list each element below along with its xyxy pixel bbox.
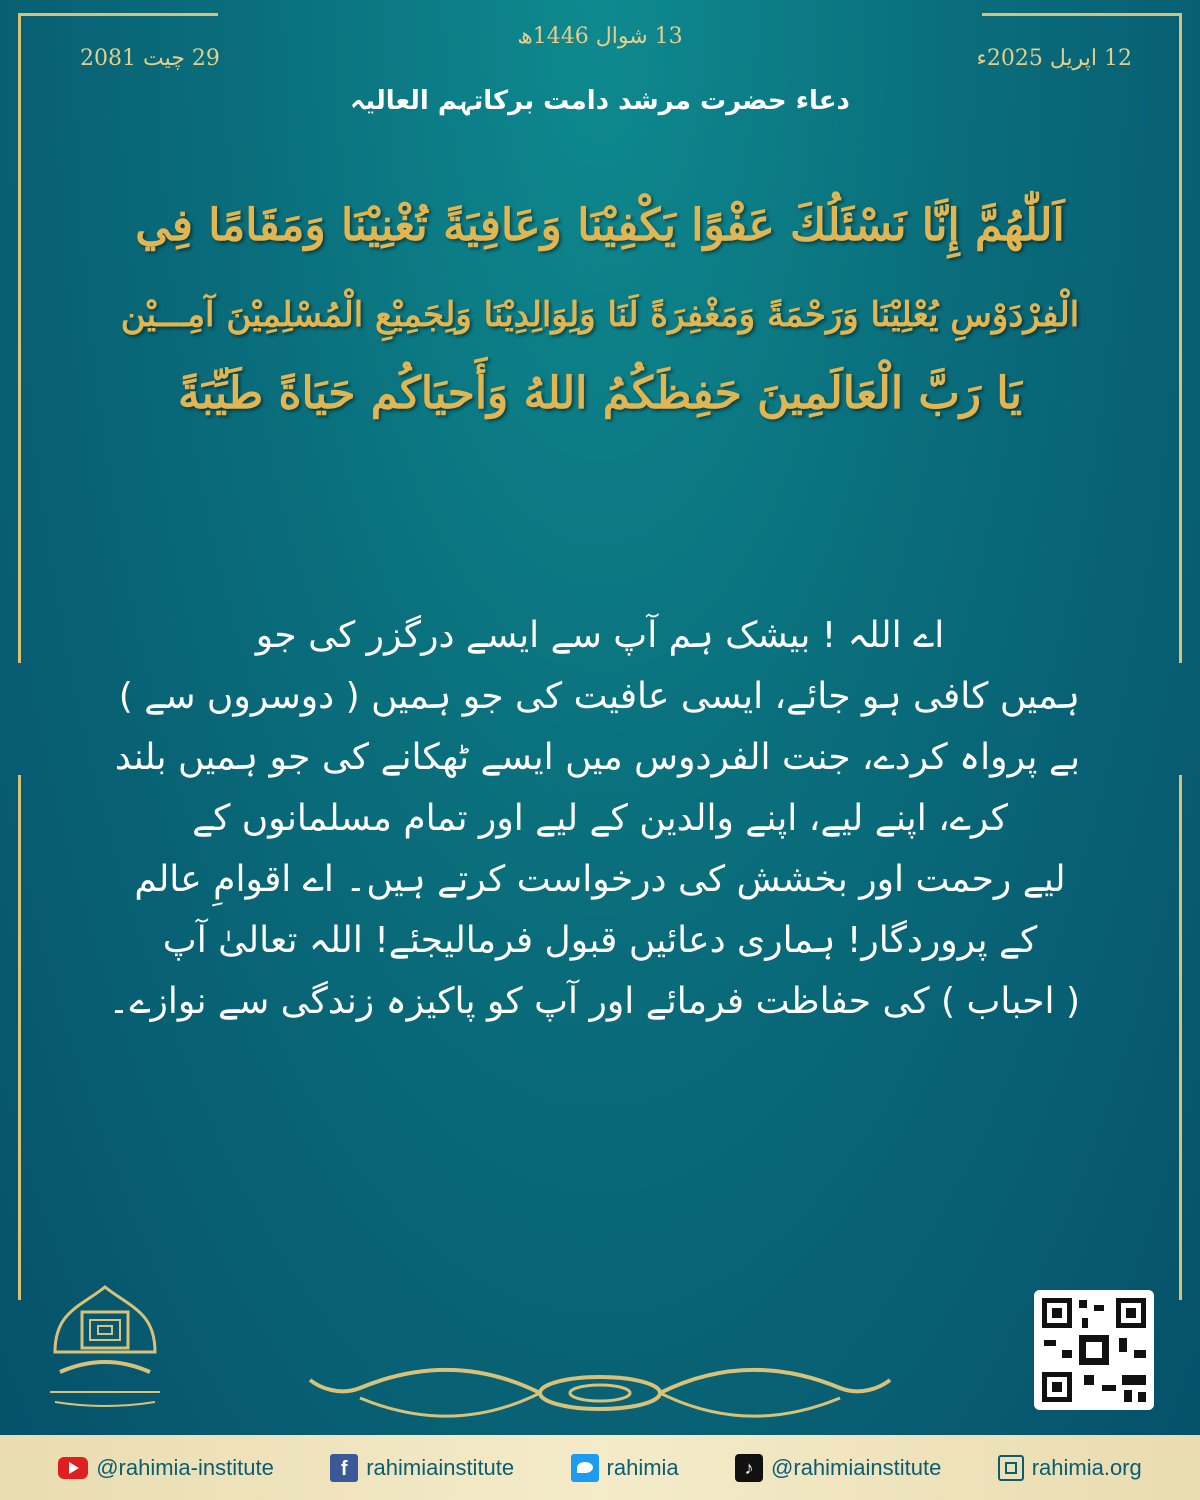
frame-left-bottom	[18, 775, 21, 1300]
frame-right-bottom	[1179, 775, 1182, 1300]
footer-youtube[interactable]	[58, 1455, 274, 1481]
footer-facebook[interactable]	[330, 1454, 514, 1482]
youtube-icon	[58, 1457, 88, 1479]
frame-top-right	[982, 13, 1182, 16]
page-subtitle: دعاء حضرت مرشد دامت برکاتہم العالیہ	[350, 86, 850, 116]
urdu-line: بے پرواہ کردے، جنت الفردوس میں ایسے ٹھکانے کی جو ہمیں بلند	[114, 737, 1080, 778]
tiktok-handle[interactable]: @rahimiainstitute	[771, 1454, 942, 1480]
footer-twitter[interactable]	[571, 1454, 679, 1482]
twitter-icon	[571, 1454, 599, 1482]
bikrami-date: 29 چیت 2081	[80, 46, 220, 71]
footer-bar	[0, 1435, 1200, 1500]
institute-logo	[40, 1282, 170, 1422]
gregorian-date: 12 اپریل 2025ء	[976, 46, 1132, 71]
urdu-translation	[108, 605, 1080, 1032]
urdu-line: لیے رحمت اور بخشش کی درخواست کرتے ہیں۔ اے اقوامِ عالم	[134, 859, 1066, 900]
arabic-dua-line-2: الْفِرْدَوْسِ يُعْلِيْنَا وَرَحْمَةً وَمَغْفِرَةً لَنَا وَلِوَالِدِيْنَا وَلِجَمِيْعِ الْمُسْلِمِيْنَ آمِـــيْن	[120, 295, 1080, 335]
urdu-line: اے اللہ ! بیشک ہم آپ سے ایسے درگزر کی جو	[255, 615, 945, 656]
website-link[interactable]: rahimia.org	[1031, 1454, 1142, 1480]
frame-top-left	[18, 13, 218, 16]
hijri-date: 13 شوال 1446ھ	[517, 24, 683, 49]
footer-tiktok[interactable]	[735, 1454, 941, 1482]
twitter-handle[interactable]: rahimia	[606, 1454, 679, 1480]
qr-code[interactable]	[1034, 1290, 1154, 1410]
footer-website[interactable]	[998, 1455, 1142, 1481]
urdu-line: ہمیں کافی ہو جائے، ایسی عافیت کی جو ہمیں ( دوسروں سے )	[118, 676, 1080, 717]
website-icon	[998, 1455, 1024, 1481]
arabic-dua-line-1: اَللّٰهُمَّ إِنَّا نَسْئَلُكَ عَفْوًا يَكْفِيْنَا وَعَافِيَةً تُغْنِيْنَا وَمَقَامًا فِي	[135, 200, 1065, 251]
ornament-divider	[300, 1358, 900, 1428]
arabic-dua-line-3: يَا رَبَّ الْعَالَمِينَ حَفِظَكُمُ اللهُ وَأَحيَاكُم حَيَاةً طَيِّبَةً	[177, 368, 1023, 419]
youtube-handle[interactable]: @rahimia-institute	[96, 1454, 274, 1480]
urdu-line: ( احباب ) کی حفاظت فرمائے اور آپ کو پاکیزہ زندگی سے نوازے۔	[108, 981, 1080, 1022]
urdu-line: کے پروردگار! ہماری دعائیں قبول فرمالیجئے! اللہ تعالیٰ آپ	[162, 920, 1038, 961]
facebook-handle[interactable]: rahimiainstitute	[366, 1454, 515, 1480]
urdu-line: کرے، اپنے لیے، اپنے والدین کے لیے اور تمام مسلمانوں کے	[192, 798, 1008, 839]
facebook-icon: f	[330, 1454, 358, 1482]
tiktok-icon: ♪	[735, 1454, 763, 1482]
